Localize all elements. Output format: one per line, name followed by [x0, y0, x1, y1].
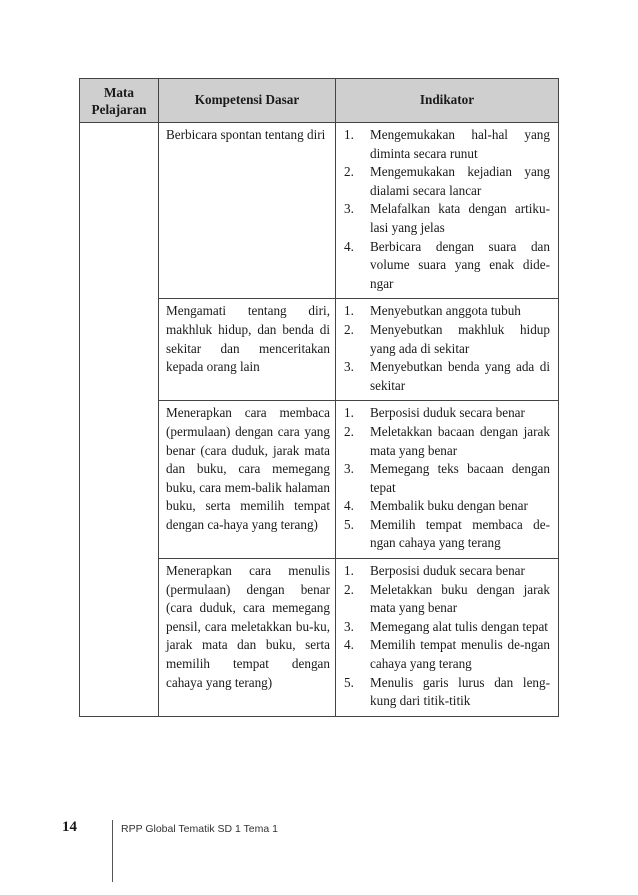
item-number: 3.	[344, 201, 354, 217]
item-number: 1.	[344, 127, 354, 142]
list-item	[344, 636, 550, 673]
item-number: 1.	[344, 303, 354, 319]
running-footer-title: RPP Global Tematik SD 1 Tema 1	[121, 823, 278, 835]
list-item	[344, 674, 550, 711]
item-text: Mengemukakan kejadian yang dialami secara lancar	[370, 164, 550, 198]
indikator-cell	[336, 299, 559, 401]
kompetensi-cell: Mengamati tentang diri, makhluk hidup, dan benda di sekitar dan menceritakan kepada orang lain	[159, 299, 336, 401]
list-item	[344, 618, 550, 637]
item-number: 3.	[344, 359, 354, 375]
item-number: 2.	[344, 164, 354, 180]
item-number: 4.	[344, 637, 354, 653]
list-item	[344, 126, 550, 163]
kompetensi-table	[79, 78, 559, 717]
item-number: 3.	[344, 461, 354, 477]
item-number: 4.	[344, 498, 354, 514]
header-indikator: Indikator	[336, 79, 559, 123]
page-number: 14	[62, 819, 77, 835]
item-text: Berbicara dengan suara dan volume suara yang enak dide-ngar	[370, 238, 550, 291]
list-item	[344, 302, 550, 321]
list-item	[344, 200, 550, 237]
indikator-list	[344, 126, 550, 293]
list-item	[344, 460, 550, 497]
list-item	[344, 423, 550, 460]
list-item	[344, 358, 550, 395]
item-number: 3.	[344, 618, 354, 634]
item-number: 2.	[344, 321, 354, 337]
indikator-list	[344, 302, 550, 395]
item-text: Menyebutkan makhluk hidup yang ada di sekitar	[370, 321, 550, 356]
item-number: 5.	[344, 674, 354, 690]
list-item	[344, 497, 550, 516]
item-text: Berposisi duduk secara benar	[370, 563, 525, 579]
item-number: 1.	[344, 405, 354, 421]
item-text: Memilih tempat membaca de-ngan cahaya yang terang	[370, 516, 550, 551]
list-item	[344, 238, 550, 294]
indikator-list	[344, 562, 550, 711]
kompetensi-cell: Menerapkan cara menulis (permulaan) dengan benar (cara duduk, cara memegang pensil, cara meletakkan bu-ku, jarak mata dan buku, serta memilih tempat dengan cahaya yang terang)	[159, 559, 336, 717]
indikator-cell	[336, 559, 559, 717]
item-number: 2.	[344, 581, 354, 597]
item-text: Menulis garis lurus dan leng-kung dari titik-titik	[370, 674, 550, 709]
item-number: 2.	[344, 423, 354, 439]
footer-divider	[112, 820, 113, 882]
indikator-list	[344, 404, 550, 553]
mata-pelajaran-cell	[80, 123, 159, 717]
header-kompetensi-dasar: Kompetensi Dasar	[159, 79, 336, 123]
item-text: Menyebutkan anggota tubuh	[370, 303, 521, 319]
item-number: 1.	[344, 563, 354, 579]
kompetensi-cell: Berbicara spontan tentang diri	[159, 123, 336, 299]
item-text: Meletakkan bacaan dengan jarak mata yang benar	[370, 423, 550, 458]
table-row	[80, 123, 559, 299]
item-text: Meletakkan buku dengan jarak mata yang benar	[370, 581, 550, 616]
kompetensi-cell: Menerapkan cara membaca (permulaan) dengan cara yang benar (cara duduk, jarak mata dan buku, cara memegang buku, cara mem-balik halaman buku, serta memilih tempat dengan ca-haya yang terang)	[159, 401, 336, 559]
list-item	[344, 404, 550, 423]
item-number: 5.	[344, 516, 354, 532]
indikator-cell	[336, 123, 559, 299]
item-text: Melafalkan kata dengan artiku-lasi yang jelas	[370, 201, 550, 235]
list-item	[344, 562, 550, 581]
item-text: Mengemukakan hal-hal yang diminta secara runut	[370, 127, 550, 161]
header-mapel-line1: Mata	[103, 84, 135, 100]
item-text: Berposisi duduk secara benar	[370, 405, 525, 421]
item-text: Memilih tempat menulis de-ngan cahaya yang terang	[370, 637, 550, 672]
item-number: 4.	[344, 238, 354, 254]
item-text: Membalik buku dengan benar	[370, 498, 528, 514]
item-text: Memegang teks bacaan dengan tepat	[370, 461, 550, 495]
item-text: Menyebutkan benda yang ada di sekitar	[370, 359, 550, 393]
item-text: Memegang alat tulis dengan tepat	[370, 618, 548, 634]
header-mata-pelajaran	[80, 79, 159, 123]
indikator-cell	[336, 401, 559, 559]
list-item	[344, 581, 550, 618]
header-mapel-line2: Pelajaran	[91, 101, 147, 117]
table-header-row	[80, 79, 559, 123]
list-item	[344, 321, 550, 358]
list-item	[344, 163, 550, 200]
list-item	[344, 516, 550, 553]
